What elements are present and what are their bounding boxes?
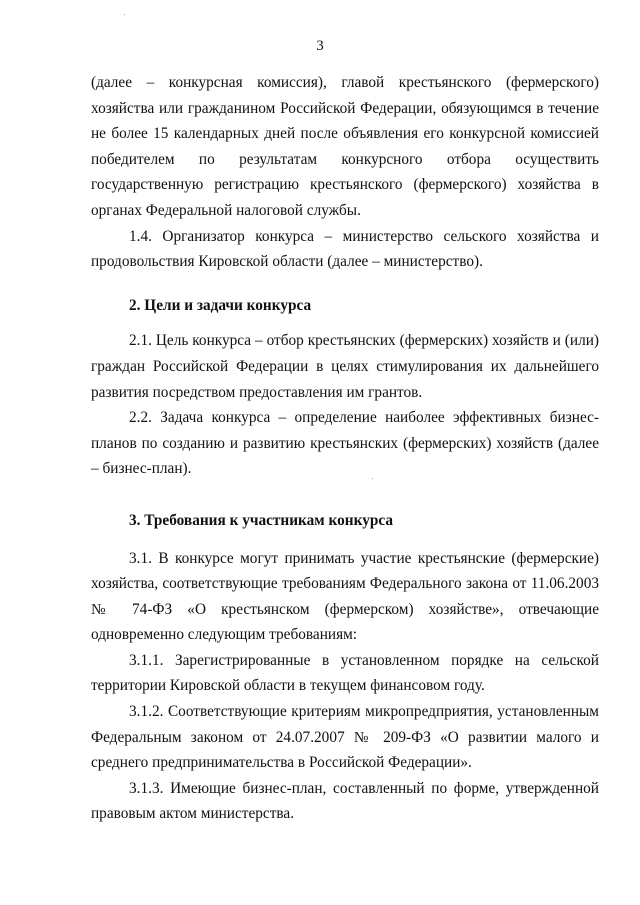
document-body	[91, 70, 599, 827]
section-3-heading: 3. Требования к участникам конкурса	[129, 511, 393, 529]
paragraph-3-1-3: 3.1.3. Имеющие бизнес-план, составленный по форме, утвержденной правовым актом министерства.	[91, 779, 599, 823]
spacer	[91, 275, 599, 293]
spacer	[91, 318, 599, 328]
paragraph-3-1-2: 3.1.2. Соответствующие критериям микропредприятия, установленным Федеральным законом от 24.07.2007 № 209-ФЗ «О развитии малого и среднего предпринимательства в Российской Федерации».	[91, 703, 599, 772]
paragraph-3-1: 3.1. В конкурсе могут принимать участие крестьянские (фермерские) хозяйства, соответствующие требованиям Федерального закона от 11.06.2003 № 74-ФЗ «О крестьянском (фермерском) хозяйстве», отвечающие одновременно следующим требованиям:	[91, 549, 599, 644]
paragraph-3-1-1: 3.1.1. Зарегистрированные в установленном порядке на сельской территории Кировской области в текущем финансовом году.	[91, 651, 599, 695]
section-2-heading: 2. Цели и задачи конкурса	[129, 296, 312, 314]
spacer	[91, 482, 599, 508]
scan-speck	[124, 14, 125, 15]
paragraph-1-4: 1.4. Организатор конкурса – министерство сельского хозяйства и продовольствия Кировской области (далее – министерство).	[91, 227, 599, 271]
page-number: 3	[316, 38, 324, 54]
paragraph-continuation: (далее – конкурсная комиссия), главой крестьянского (фермерского) хозяйства или гражданином Российской Федерации, обязующимся в течение не более 15 календарных дней после объявления его конкурсной комиссией победителем по результатам конкурсного отбора осуществить государственную регистрацию крестьянского (фермерского) хозяйства в органах Федеральной налоговой службы.	[91, 74, 599, 219]
paragraph-2-2: 2.2. Задача конкурса – определение наиболее эффективных бизнес-планов по созданию и развитию крестьянских (фермерских) хозяйств (далее – бизнес-план).	[91, 409, 599, 478]
paragraph-2-1: 2.1. Цель конкурса – отбор крестьянских (фермерских) хозяйств и (или) граждан Российской Федерации в целях стимулирования их дальнейшего развития посредством предоставления им грантов.	[91, 332, 599, 401]
spacer	[91, 534, 599, 546]
